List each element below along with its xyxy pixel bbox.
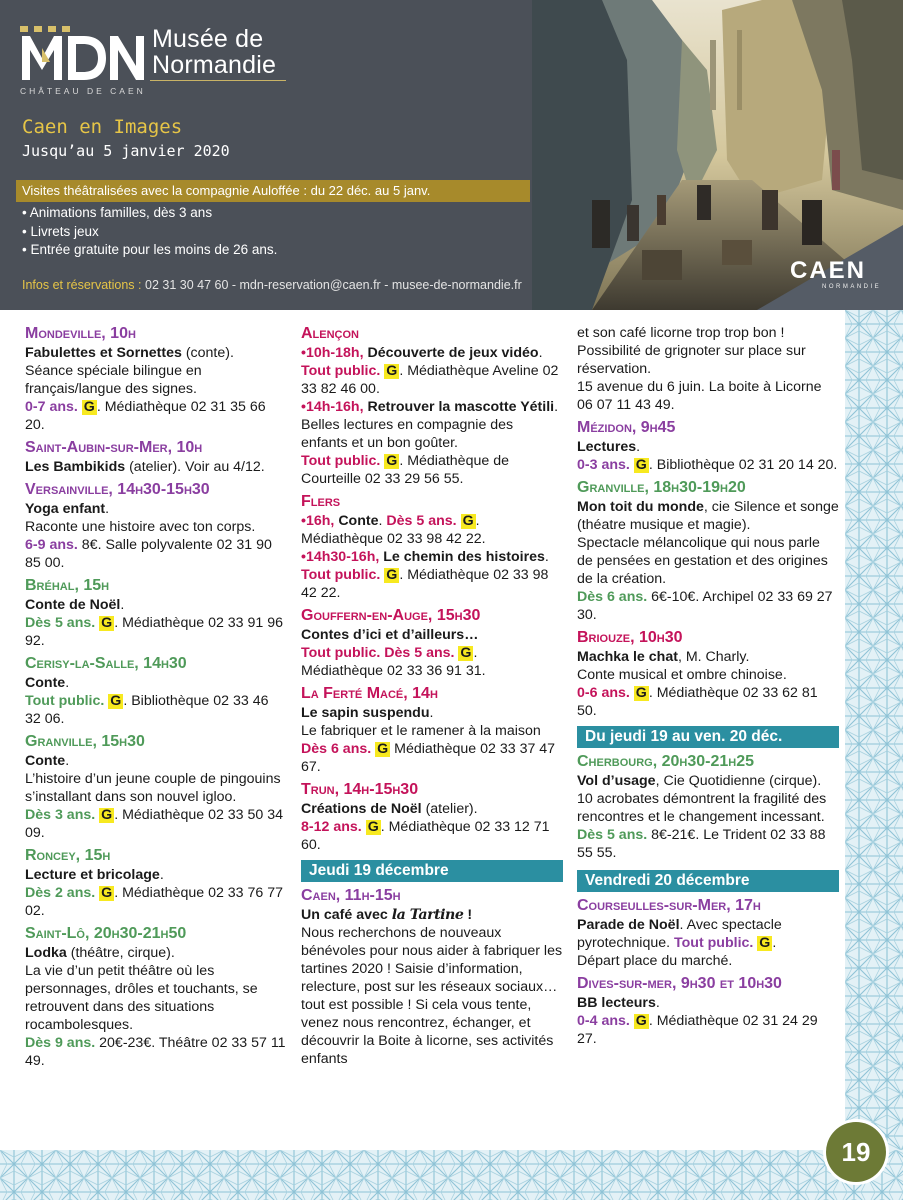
free-badge: G <box>367 819 379 835</box>
event-courseulles <box>577 896 839 970</box>
caen-logo: CAEN <box>790 257 867 284</box>
event-title: Un café avec la Tartine ! <box>301 907 473 923</box>
event-title: Conte de Noël. <box>25 597 125 613</box>
event-cerisy <box>25 654 287 728</box>
day-band-jeudi: Jeudi 19 décembre <box>301 860 563 882</box>
event-mondeville <box>25 324 287 434</box>
day-band-vendredi: Vendredi 20 décembre <box>577 870 839 892</box>
event-town: Granville, 15h30 <box>25 733 145 750</box>
event-town: Roncey, 15h <box>25 847 111 864</box>
event-title: Les Bambikids (atelier). Voir au 4/12. <box>25 459 265 475</box>
event-description: Spectacle mélancolique qui nous parle de pensées en gestation et des origines de la création. <box>577 535 828 587</box>
event-town: Saint-Aubin-sur-Mer, 10h <box>25 439 203 456</box>
free-badge: G <box>377 741 389 757</box>
event-caen <box>301 886 563 1068</box>
free-badge: G <box>386 363 398 379</box>
event-title: BB lecteurs. <box>577 995 660 1011</box>
event-flers <box>301 492 563 602</box>
event-description: L’histoire d’un jeune couple de pingouins s’installant dans son nouvel igloo. <box>25 771 281 805</box>
event-entry: •16h, Conte. Dès 5 ans. G . Médiathèque 02 33 98 42 22. <box>301 513 486 547</box>
mdn-logo-icon <box>20 26 148 82</box>
event-town: Granville, 18h30-19h20 <box>577 479 746 496</box>
event-title: Fabulettes et Sornettes (conte). <box>25 345 234 361</box>
event-title: Mon toit du monde, cie Silence et songe (théatre musique et magie). <box>577 499 839 533</box>
event-town: Flers <box>301 493 341 510</box>
logo-divider <box>150 80 286 81</box>
event-address: 15 avenue du 6 juin. La boite à Licorne 06 07 11 43 49. <box>577 379 822 413</box>
event-title: Conte. <box>25 675 70 691</box>
event-info: Dès 6 ans. 6€-10€. Archipel 02 33 69 27 30. <box>577 589 833 623</box>
logo-subtitle: CHÂTEAU DE CAEN <box>20 86 146 96</box>
event-saint-aubin <box>25 438 287 476</box>
event-description: Départ place du marché. <box>577 953 733 969</box>
event-info: 0-7 ans. G . Médiathèque 02 31 35 66 20. <box>25 399 266 433</box>
event-town: Gouffern-en-Auge, 15h30 <box>301 607 481 624</box>
free-badge: G <box>101 885 113 901</box>
event-info: 8-12 ans. G . Médiathèque 02 33 12 71 60. <box>301 819 550 853</box>
exhibition-features-list <box>22 204 277 260</box>
event-trun <box>301 780 563 854</box>
event-title: Lodka (théâtre, cirque). <box>25 945 175 961</box>
free-badge: G <box>635 457 647 473</box>
event-town: Briouze, 10h30 <box>577 629 683 646</box>
event-info: Tout public. G . Médiathèque de Courteille 02 33 29 56 55. <box>301 453 509 487</box>
feature-item: • Entrée gratuite pour les moins de 26 ans. <box>22 242 278 257</box>
event-entry: •10h-18h, Découverte de jeux vidéo. Tout public. G . Médiathèque Aveline 02 33 82 46 00. <box>301 345 559 397</box>
event-town: Mézidon, 9h45 <box>577 419 676 436</box>
event-versainville <box>25 480 287 572</box>
event-description: Raconte une histoire avec ton corps. <box>25 519 256 535</box>
theatrical-visits-banner: Visites théâtralisées avec la compagnie Auloffée : du 22 déc. au 5 janv. <box>16 180 530 202</box>
event-town: Trun, 14h-15h30 <box>301 781 419 798</box>
free-badge: G <box>759 935 771 951</box>
caen-logo-subtitle: NORMANDIE <box>822 284 882 290</box>
event-town: Alençon <box>301 325 359 342</box>
reservation-contacts: 02 31 30 47 60 - mdn-reservation@caen.fr - musee-de-normandie.fr <box>141 278 522 292</box>
feature-item: • Animations familles, dès 3 ans <box>22 205 213 220</box>
free-badge: G <box>462 513 474 529</box>
free-badge: G <box>83 399 95 415</box>
event-granville <box>25 732 287 842</box>
day-band-jeudi-vendredi: Du jeudi 19 au ven. 20 déc. <box>577 726 839 748</box>
event-dives <box>577 974 839 1048</box>
page-number: 19 <box>826 1122 886 1182</box>
event-description-continued: et son café licorne trop trop bon ! Possibilité de grignoter sur place sur réservation. <box>577 325 806 377</box>
event-brehal <box>25 576 287 650</box>
event-granville-2 <box>577 478 839 624</box>
event-town: Versainville, 14h30-15h30 <box>25 481 210 498</box>
event-info: Dès 2 ans. G . Médiathèque 02 33 76 77 02. <box>25 885 284 919</box>
free-badge: G <box>386 453 398 469</box>
event-description: La vie d’un petit théâtre où les personnages, drôles et touchants, se retrouvent dans des situations rocambolesques. <box>25 963 258 1033</box>
event-cherbourg <box>577 752 839 862</box>
event-info: 6-9 ans. 8€. Salle polyvalente 02 31 90 85 00. <box>25 537 272 571</box>
free-badge: G <box>101 615 113 631</box>
exhibition-dates: Jusqu’au 5 janvier 2020 <box>22 142 230 160</box>
event-entry: •14h-16h, Retrouver la mascotte Yétili. Belles lectures en compagnie des enfants et un bon goûter. <box>301 399 559 451</box>
event-briouze <box>577 628 839 720</box>
free-badge: G <box>635 1013 647 1029</box>
event-info: Dès 5 ans. G . Médiathèque 02 33 91 96 92. <box>25 615 284 649</box>
event-title: Parade de Noël. Avec spectacle pyrotechnique. Tout public. G . <box>577 917 782 951</box>
free-badge: G <box>635 685 647 701</box>
event-info: Dès 5 ans. 8€-21€. Le Trident 02 33 88 55 55. <box>577 827 826 861</box>
column-1 <box>25 324 287 1070</box>
event-ferte-mace <box>301 684 563 776</box>
event-info: 0-3 ans. G . Bibliothèque 02 31 20 14 20. <box>577 457 838 473</box>
feature-item: • Livrets jeux <box>22 223 99 239</box>
event-title: Machka le chat, M. Charly. <box>577 649 750 665</box>
event-title: Créations de Noël (atelier). <box>301 801 478 817</box>
event-title: Contes d’ici et d’ailleurs… <box>301 627 479 643</box>
event-town: Mondeville, 10h <box>25 325 136 342</box>
event-gouffern <box>301 606 563 680</box>
banner <box>0 0 903 310</box>
free-badge: G <box>110 693 122 709</box>
event-roncey <box>25 846 287 920</box>
event-title: Le sapin suspendu. <box>301 705 434 721</box>
column-3 <box>577 324 839 1048</box>
event-town: Cherbourg, 20h30-21h25 <box>577 753 755 770</box>
exhibition-title: Caen en Images <box>22 116 183 138</box>
event-town: Caen, 11h-15h <box>301 887 401 904</box>
event-mezidon <box>577 418 839 474</box>
decorative-pattern-right <box>845 310 903 1200</box>
event-town: Saint-Lô, 20h30-21h50 <box>25 925 187 942</box>
event-entry: •14h30-16h, Le chemin des histoires. Tout public. G . Médiathèque 02 33 98 42 22. <box>301 549 549 601</box>
event-description: Le fabriquer et le ramener à la maison <box>301 723 541 739</box>
event-info: Dès 6 ans. G Médiathèque 02 33 37 47 67. <box>301 741 556 775</box>
event-info: Tout public. G . Bibliothèque 02 33 46 32 06. <box>25 693 269 727</box>
event-info: Dès 9 ans. 20€-23€. Théâtre 02 33 57 11 49. <box>25 1035 286 1069</box>
reservation-info <box>22 278 522 292</box>
museum-name: Musée de Normandie <box>152 25 277 79</box>
event-title: Lectures. <box>577 439 641 455</box>
event-title: Vol d’usage, Cie Quotidienne (cirque). <box>577 773 822 789</box>
decorative-pattern-bottom <box>0 1150 903 1200</box>
reservation-label: Infos et réservations : <box>22 278 142 292</box>
column-2 <box>301 324 563 1068</box>
event-info: 0-4 ans. G . Médiathèque 02 31 24 29 27. <box>577 1013 818 1047</box>
event-alencon <box>301 324 563 488</box>
event-description: Séance spéciale bilingue en français/langue des signes. <box>25 363 202 397</box>
event-title: Conte. <box>25 753 70 769</box>
event-town: Cerisy-la-Salle, 14h30 <box>25 655 187 672</box>
tartine-brand-logo: la Tartine <box>391 907 464 923</box>
free-badge: G <box>460 645 472 661</box>
event-town: La Ferté Macé, 14h <box>301 685 438 702</box>
event-town: Bréhal, 15h <box>25 577 110 594</box>
event-title: Lecture et bricolage. <box>25 867 164 883</box>
event-town: Courseulles-sur-Mer, 17h <box>577 897 761 914</box>
event-town: Dives-sur-mer, 9h30 et 10h30 <box>577 975 782 992</box>
event-saint-lo <box>25 924 287 1070</box>
free-badge: G <box>386 567 398 583</box>
event-info: 0-6 ans. G . Médiathèque 02 33 62 81 50. <box>577 685 818 719</box>
event-description: Conte musical et ombre chinoise. <box>577 667 787 683</box>
free-badge: G <box>101 807 113 823</box>
event-description: 10 acrobates démontrent la fragilité des rencontres et le changement incessant. <box>577 791 827 825</box>
event-title: Yoga enfant. <box>25 501 110 517</box>
event-info: Tout public. Dès 5 ans. G . Médiathèque 02 33 36 91 31. <box>301 645 486 679</box>
event-description: Nous recherchons de nouveaux bénévoles pour nous aider à fabriquer les tartines 2020 ! Saisie d’information, relecture, post sur les réseaux sociaux… tout est possible ! Si cela vous tente, venez nous rencontrez, échanger, et découvrir la Boite à licorne, ses activités enfants <box>301 925 563 1067</box>
event-info: Dès 3 ans. G . Médiathèque 02 33 50 34 09. <box>25 807 284 841</box>
